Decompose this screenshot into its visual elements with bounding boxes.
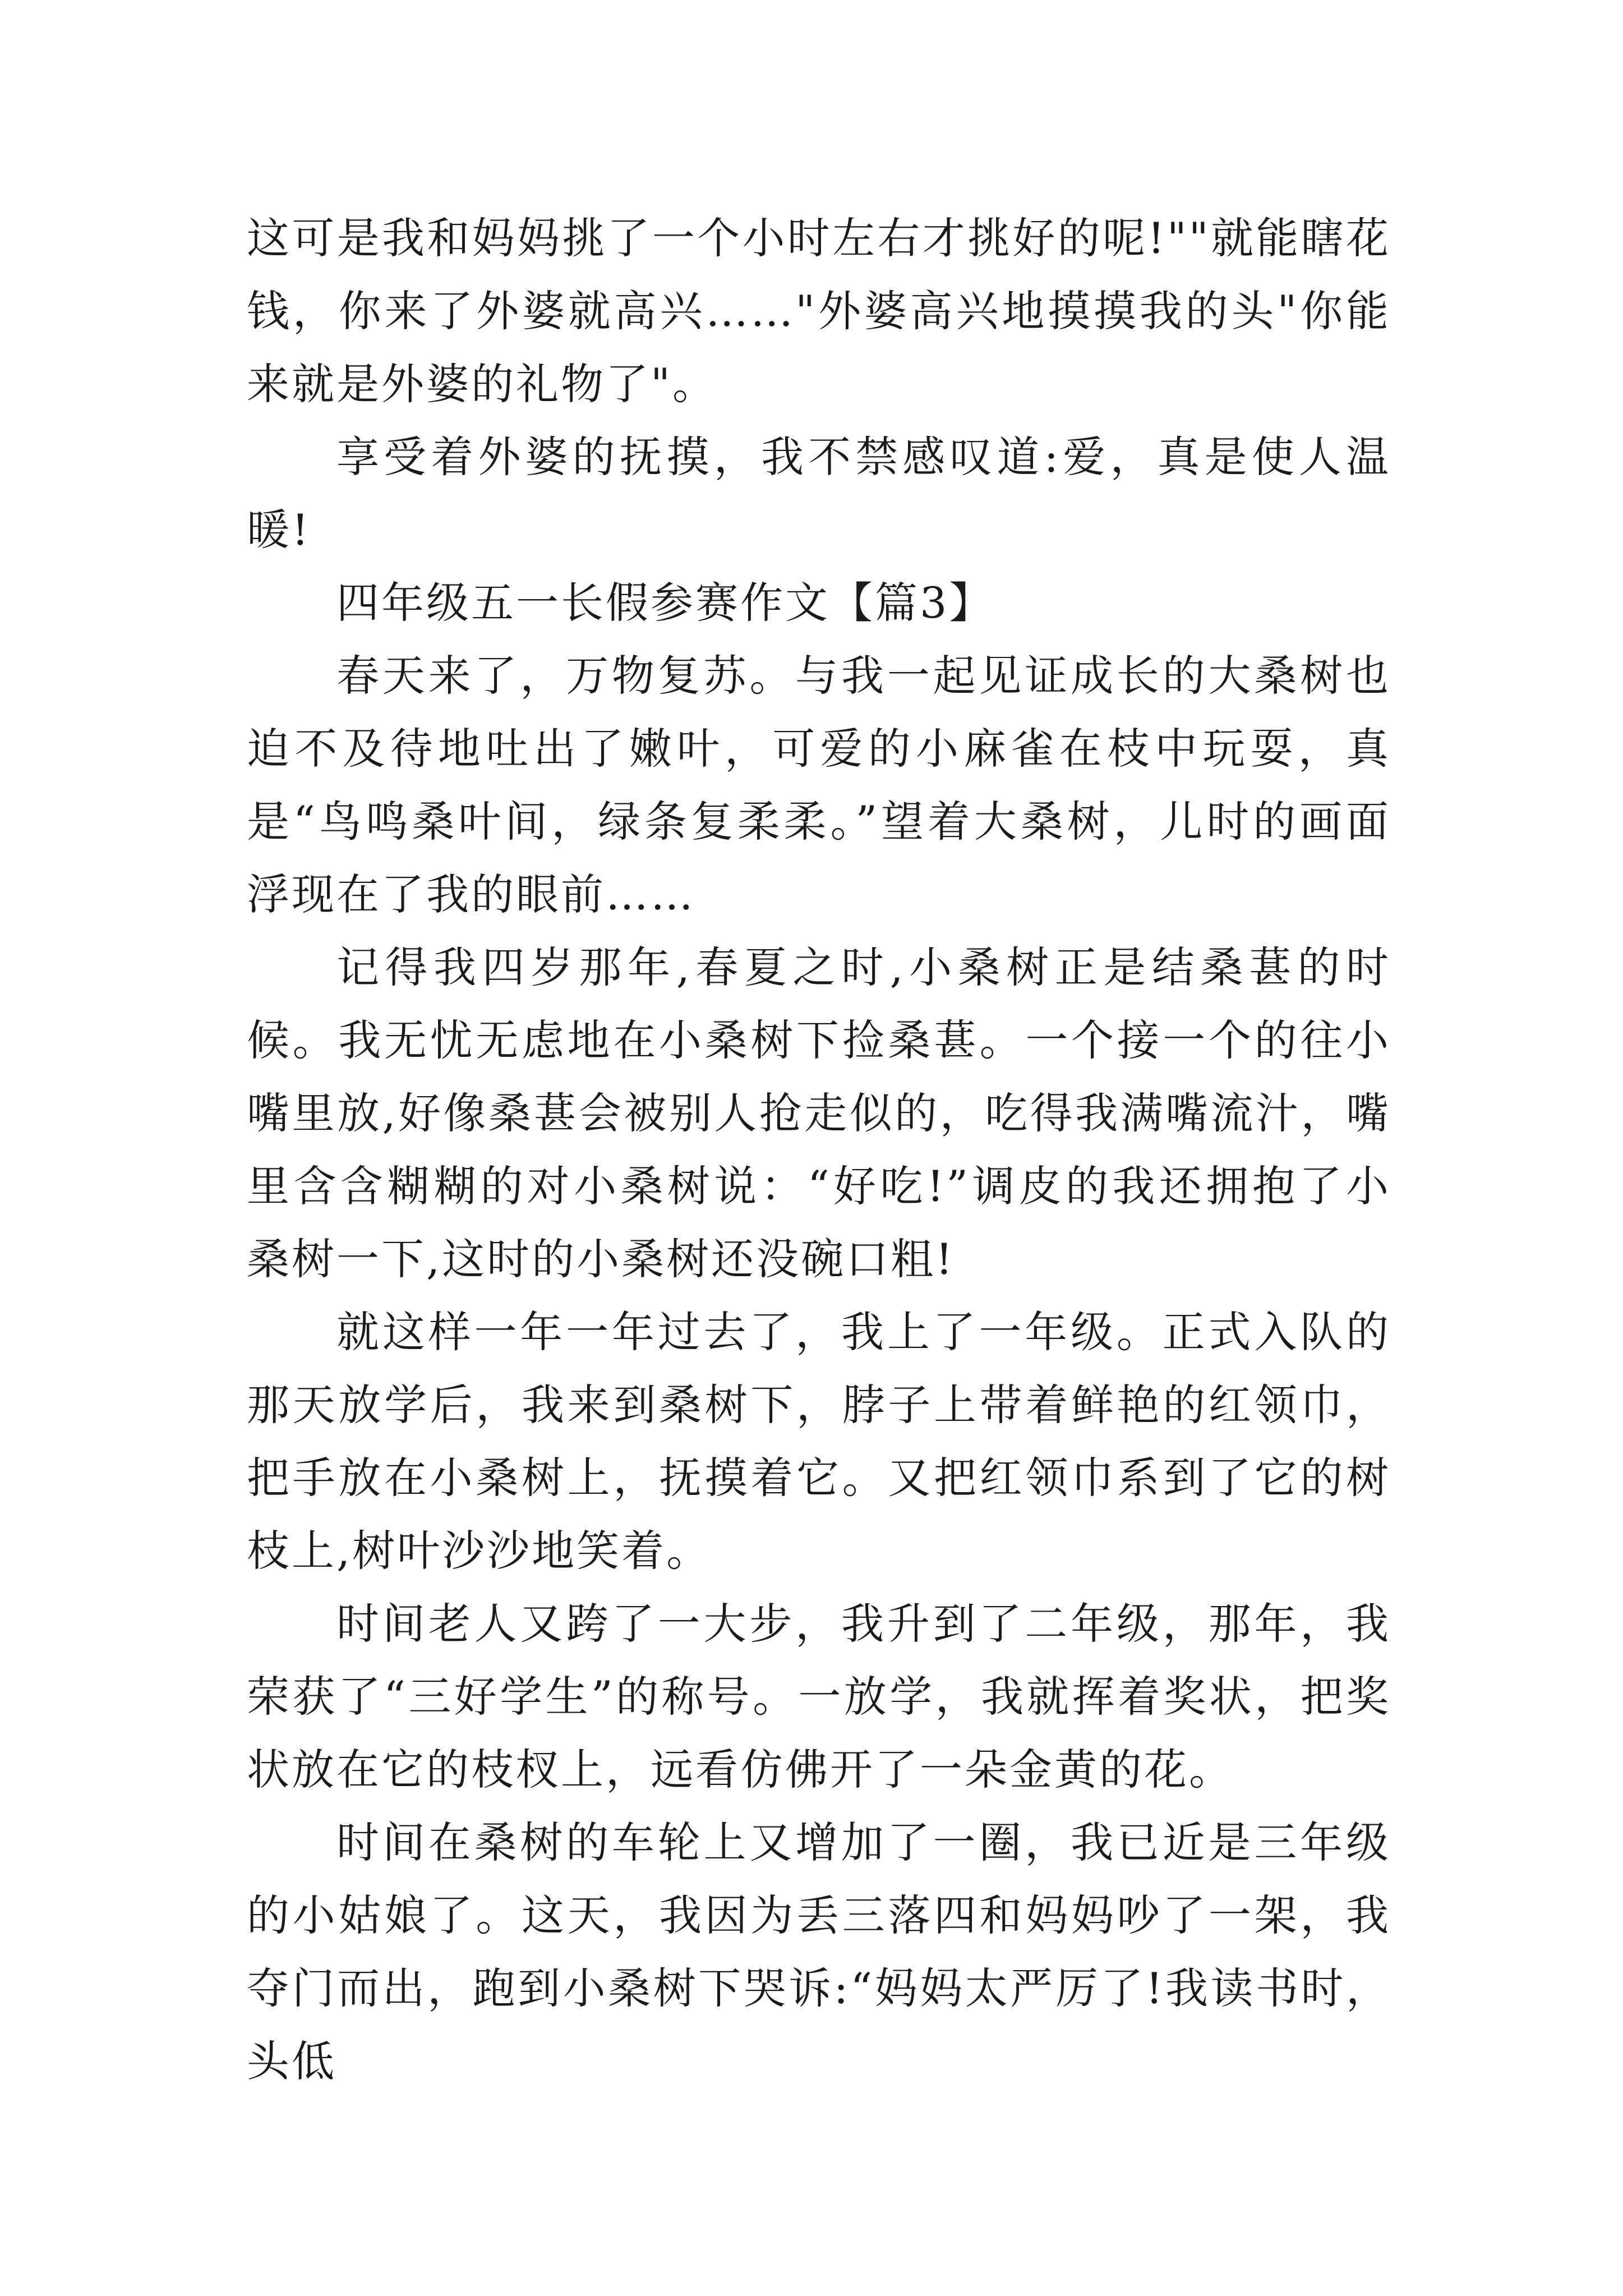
paragraph-5: 就这样一年一年过去了，我上了一年级。正式入队的那天放学后，我来到桑树下，脖子上带着鲜艳的红领巾，把手放在小桑树上，抚摸着它。又把红领巾系到了它的树枝上,树叶沙沙地笑着。	[247, 1307, 1391, 1576]
paragraph-1: 这可是我和妈妈挑了一个小时左右才挑好的呢!""就能瞎花钱，你来了外婆就高兴……"外婆高兴地摸摸我的头"你能来就是外婆的礼物了"。	[247, 213, 1391, 409]
paragraph-2: 享受着外婆的抚摸，我不禁感叹道:爱，真是使人温暖!	[247, 432, 1391, 555]
section-heading: 四年级五一长假参赛作文【篇3】	[336, 578, 994, 628]
paragraph-7: 时间在桑树的车轮上又增加了一圈，我已近是三年级的小姑娘了。这天，我因为丢三落四和妈妈吵了一架，我夺门而出，跑到小桑树下哭诉:“妈妈太严厉了!我读书时，头低	[247, 1818, 1391, 2086]
essay-body	[247, 202, 1391, 2098]
paragraph-4: 记得我四岁那年,春夏之时,小桑树正是结桑葚的时候。我无忧无虑地在小桑树下捡桑葚。一个接一个的往小嘴里放,好像桑葚会被别人抢走似的，吃得我满嘴流汁，嘴里含含糊糊的对小桑树说：“好吃!”调皮的我还拥抱了小桑树一下,这时的小桑树还没碗口粗!	[247, 942, 1391, 1284]
paragraph-6: 时间老人又跨了一大步，我升到了二年级，那年，我荣获了“三好学生”的称号。一放学，我就挥着奖状，把奖状放在它的枝杈上，远看仿佛开了一朵金黄的花。	[247, 1599, 1391, 1795]
paragraph-3: 春天来了，万物复苏。与我一起见证成长的大桑树也迫不及待地吐出了嫩叶，可爱的小麻雀在枝中玩耍，真是“鸟鸣桑叶间，绿条复柔柔。”望着大桑树，儿时的画面浮现在了我的眼前……	[247, 651, 1391, 919]
